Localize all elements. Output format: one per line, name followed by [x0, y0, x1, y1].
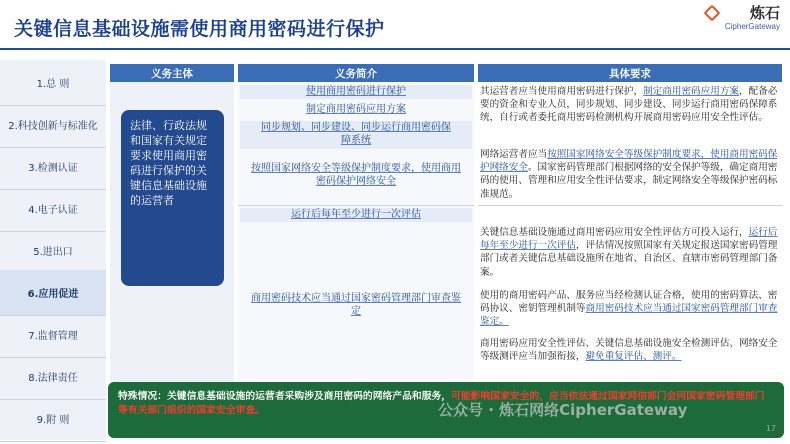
duty-item: 同步规划、同步建设、同步运行商用密码保障系统 — [240, 121, 472, 149]
special-case-prefix: 特殊情况：关键信息基础设施的运营者采购涉及商用密码的网络产品和服务， — [118, 391, 452, 402]
brand-logo — [688, 4, 780, 40]
sidebar-item-import-export[interactable]: 5.进出口 — [0, 228, 106, 274]
sidebar-item-application[interactable]: 6.应用促进 — [0, 270, 106, 316]
sidebar-item-innovation[interactable]: 2.科技创新与标准化 — [0, 102, 106, 148]
logo-name-zh: 炼石 — [749, 4, 780, 22]
requirement-text — [480, 85, 778, 125]
requirement-highlight: 制定商用密码应用方案 — [643, 86, 740, 97]
watermark: 公众号 · 炼石网络CipherGateway — [438, 401, 688, 419]
requirement-segment: 商用密码应用安全性评估、关键信息基础设施安全检测评估、网络安全等级测评应当加强衔接， — [480, 338, 778, 363]
sidebar-item-liability[interactable]: 8.法律责任 — [0, 354, 106, 400]
duty-item: 商用密码技术应当通过国家密码管理部门审查鉴定 — [251, 293, 461, 317]
sidebar-item-e-auth[interactable]: 4.电子认证 — [0, 186, 106, 232]
duty-item: 制定商用密码应用方案 — [306, 104, 406, 115]
requirement-segment: 。国家密码管理部门根据网络的安全保护等级，确定商用密码的使用、管理和应用安全性评估要求，制定网络安全等级保护密码标准规范。 — [480, 162, 778, 200]
requirement-segment: 使用的商用密码产品、服务应当经检测认证合格，使用的密码算法、密码协议、密钥管理机制等 — [480, 290, 778, 315]
duty-item: 运行后每年至少进行一次评估 — [240, 208, 472, 222]
requirement-highlight: 避免重复评估、测评。 — [585, 351, 682, 363]
sidebar-item-supervision[interactable]: 7.监督管理 — [0, 312, 106, 358]
header-requirement: 具体要求 — [478, 64, 782, 82]
requirement-segment: 其运营者应当使用商用密码进行保护， — [480, 86, 644, 97]
requirement-segment: ，评估情况按照国家有关规定报送国家密码管理部门或者关键信息基础设施所在地省、自治区、直辖市密码管理部门备案。 — [480, 240, 778, 278]
sidebar-item-general[interactable]: 1.总 则 — [0, 60, 106, 106]
header-duty: 义务简介 — [238, 64, 474, 82]
duty-item: 使用商用密码进行保护 — [240, 85, 472, 99]
requirement-segment: 网络运营者应当 — [480, 149, 548, 160]
requirement-segment: ，配备必要的资金和专业人员，同步规划、同步建设、同步运行商用密码保障系统，自行或者委托商用密码检测机构开展商用密码应用安全性评估。 — [480, 86, 778, 124]
special-case-warning: 可能影响国家安全的，应当依法通过国家网信部门会同国家密码管理部门等有关部门组织的国家安全审查。 — [118, 391, 765, 416]
obligation-subject-box: 法律、行政法规和国家有关规定要求使用商用密码进行保护的关键信息基础设施的运营者 — [121, 110, 224, 286]
requirement-highlight: 商用密码技术应当通过国家密码管理部门审查鉴定。 — [480, 303, 778, 328]
requirement-highlight: 按照国家网络安全等级保护制度要求，使用商用密码保护网络安全 — [480, 149, 778, 174]
requirement-text — [480, 226, 778, 279]
requirement-text — [480, 148, 778, 201]
row-divider — [238, 205, 474, 206]
title-divider — [0, 48, 790, 50]
requirement-highlight: 运行后每年至少进行一次评估 — [480, 227, 778, 252]
requirement-text — [480, 289, 778, 329]
page-number: 17 — [765, 424, 776, 433]
header-subject: 义务主体 — [110, 64, 234, 82]
page-title: 关键信息基础设施需使用商用密码进行保护 — [14, 18, 385, 40]
duty-item: 按照国家网络安全等级保护制度要求，使用商用密码保护网络安全 — [251, 163, 461, 187]
requirement-text — [480, 337, 778, 363]
sidebar — [0, 60, 106, 440]
logo-name-en: CipherGateway — [724, 22, 780, 31]
requirement-segment: 关键信息基础设施通过商用密码应用安全性评估方可投入运行， — [480, 227, 749, 238]
row-divider — [478, 205, 782, 206]
sidebar-item-appendix[interactable]: 9.附 则 — [0, 396, 106, 442]
sidebar-item-certification[interactable]: 3.检测认证 — [0, 144, 106, 190]
